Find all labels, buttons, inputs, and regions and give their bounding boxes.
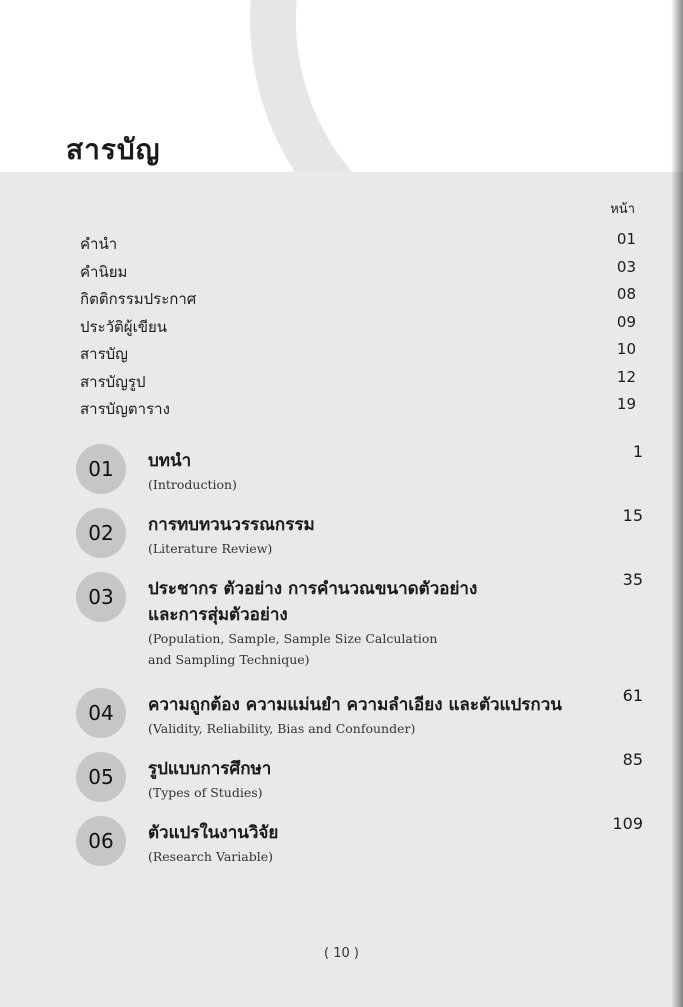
chapter-text (148, 820, 588, 867)
chapter-text (148, 756, 588, 803)
chapter-subtitle: (Population, Sample, Sample Size Calculation (148, 631, 438, 646)
chapter-title: ตัวแปรในงานวิจัย (148, 823, 279, 843)
front-matter-item[interactable] (80, 395, 640, 423)
front-matter-title: กิตติกรรมประกาศ (80, 290, 197, 308)
chapter-title: รูปแบบการศึกษา (148, 759, 272, 779)
chapter-text (148, 512, 588, 559)
chapter-text (148, 692, 588, 739)
chapter-page: 1 (632, 442, 643, 461)
chapter-subtitle-line-2: and Sampling Technique) (148, 652, 310, 667)
chapter-text (148, 576, 588, 670)
front-matter-item[interactable] (80, 285, 640, 313)
chapter-number-badge: 01 (76, 444, 126, 494)
front-matter-item[interactable] (80, 258, 640, 286)
chapter-subtitle: (Literature Review) (148, 541, 273, 556)
front-matter-page: 08 (616, 285, 636, 303)
chapter-text (148, 448, 588, 495)
chapter-title: ความถูกต้อง ความแม่นยำ ความลำเอียง และตัวแปรกวน (148, 695, 562, 715)
chapter-number-badge: 04 (76, 688, 126, 738)
front-matter-title: สารบัญรูป (80, 372, 146, 391)
chapter-page: 35 (622, 570, 643, 589)
page-title: สารบัญ (66, 133, 161, 166)
chapter-title: การทบทวนวรรณกรรม (148, 515, 315, 535)
page-column-header: หน้า (610, 202, 635, 217)
front-matter-title: สารบัญ (80, 345, 128, 363)
chapter-number-badge: 02 (76, 508, 126, 558)
page-edge-shadow (671, 0, 683, 1007)
front-matter-page: 03 (616, 257, 636, 276)
front-matter-list (80, 230, 640, 423)
front-matter-item[interactable] (80, 368, 640, 396)
chapter-number-badge: 05 (76, 752, 126, 802)
chapter-title: ประชากร ตัวอย่าง การคำนวณขนาดตัวอย่าง (148, 579, 478, 599)
front-matter-page: 10 (616, 340, 636, 358)
chapter-page: 109 (612, 814, 643, 833)
chapter-subtitle: (Research Variable) (148, 849, 273, 864)
chapter-title: บทนำ (148, 451, 192, 471)
chapter-number-badge: 06 (76, 816, 126, 866)
chapter-subtitle: (Types of Studies) (148, 785, 263, 800)
front-matter-page: 01 (616, 230, 636, 248)
front-matter-item[interactable] (80, 313, 640, 341)
page-number: ( 10 ) (324, 946, 359, 961)
chapter-number-badge: 03 (76, 572, 126, 622)
chapter-subtitle: (Introduction) (148, 477, 237, 492)
front-matter-item[interactable] (80, 230, 640, 258)
chapter-page: 85 (622, 750, 643, 769)
decorative-swoosh (250, 0, 683, 172)
front-matter-page: 19 (616, 395, 636, 413)
front-matter-item[interactable] (80, 340, 640, 368)
front-matter-title: สารบัญตาราง (80, 400, 170, 418)
chapter-title-line-2: และการสุ่มตัวอย่าง (148, 605, 288, 625)
front-matter-title: คำนิยม (80, 262, 128, 281)
chapter-page: 15 (622, 506, 643, 525)
chapter-subtitle: (Validity, Reliability, Bias and Confounder) (148, 721, 416, 736)
front-matter-page: 09 (616, 312, 636, 331)
chapter-page: 61 (622, 686, 643, 705)
front-matter-title: คำนำ (80, 235, 118, 253)
front-matter-page: 12 (616, 367, 636, 386)
front-matter-title: ประวัติผู้เขียน (80, 317, 168, 336)
